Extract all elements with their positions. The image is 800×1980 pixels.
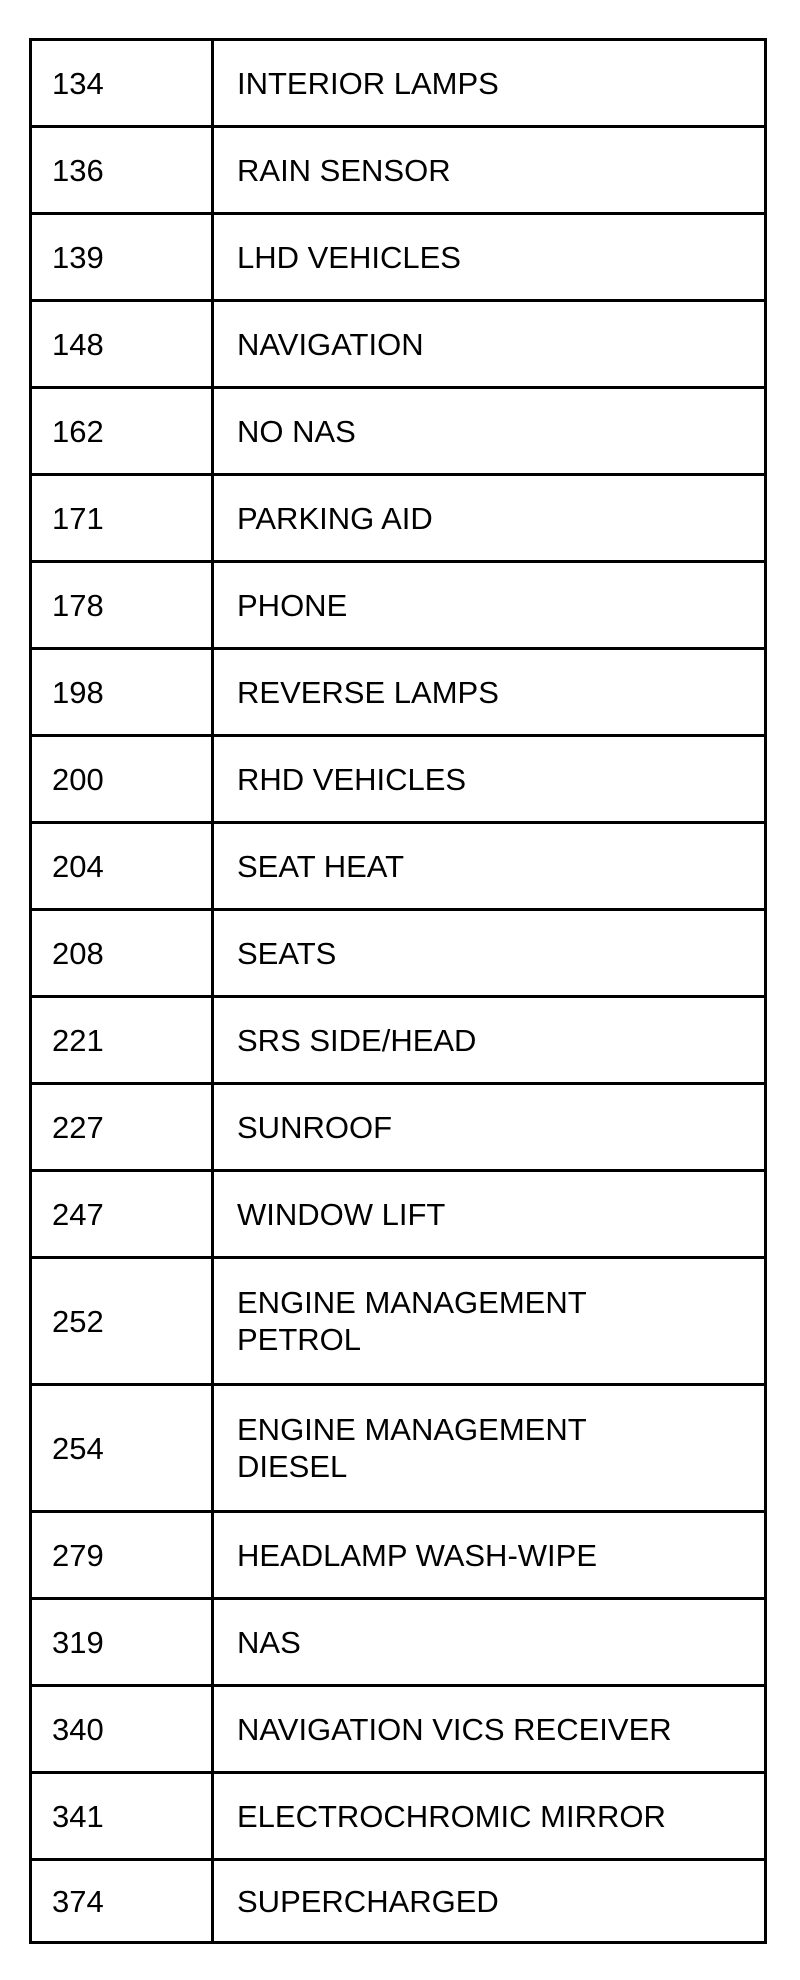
description-text: INTERIOR LAMPS (237, 65, 499, 101)
table-row (31, 910, 766, 997)
code-cell: 171 (31, 475, 213, 562)
code-table (29, 38, 767, 1944)
description-text: NAVIGATION VICS RECEIVER (237, 1711, 672, 1747)
description-text: NAVIGATION (237, 326, 424, 362)
table-row (31, 823, 766, 910)
description-cell (213, 1599, 766, 1686)
table-row (31, 214, 766, 301)
description-text: SUNROOF (237, 1109, 392, 1145)
table-row (31, 649, 766, 736)
code-cell: 341 (31, 1773, 213, 1860)
code-cell: 279 (31, 1512, 213, 1599)
description-text: HEADLAMP WASH-WIPE (237, 1537, 597, 1573)
description-cell (213, 997, 766, 1084)
description-text: RAIN SENSOR (237, 152, 451, 188)
description-text: RHD VEHICLES (237, 761, 467, 797)
description-cell (213, 736, 766, 823)
description-cell (213, 1860, 766, 1943)
code-cell: 252 (31, 1258, 213, 1385)
description-cell (213, 40, 766, 127)
table-row (31, 388, 766, 475)
table-row (31, 1171, 766, 1258)
code-cell: 148 (31, 301, 213, 388)
table-row (31, 562, 766, 649)
description-text: SRS SIDE/HEAD (237, 1022, 477, 1058)
description-text: PARKING AID (237, 500, 433, 536)
description-cell (213, 649, 766, 736)
description-cell (213, 1773, 766, 1860)
table-row (31, 1084, 766, 1171)
description-cell (213, 1512, 766, 1599)
code-cell: 319 (31, 1599, 213, 1686)
description-text: SEAT HEAT (237, 848, 405, 884)
table-row (31, 1773, 766, 1860)
code-cell: 134 (31, 40, 213, 127)
description-cell (213, 562, 766, 649)
code-cell: 221 (31, 997, 213, 1084)
table-row (31, 736, 766, 823)
code-cell: 178 (31, 562, 213, 649)
description-cell (213, 301, 766, 388)
code-cell: 204 (31, 823, 213, 910)
description-text: LHD VEHICLES (237, 239, 461, 275)
description-text: ENGINE MANAGEMENT DIESEL (237, 1412, 587, 1484)
table-row (31, 1258, 766, 1385)
description-cell (213, 388, 766, 475)
description-cell (213, 823, 766, 910)
description-text: SEATS (237, 935, 337, 971)
code-cell: 247 (31, 1171, 213, 1258)
code-cell: 162 (31, 388, 213, 475)
description-text: PHONE (237, 587, 348, 623)
code-cell: 208 (31, 910, 213, 997)
description-cell (213, 1385, 766, 1512)
table-row (31, 997, 766, 1084)
description-text: ELECTROCHROMIC MIRROR (237, 1798, 666, 1834)
table-row (31, 475, 766, 562)
description-cell (213, 127, 766, 214)
code-cell: 136 (31, 127, 213, 214)
description-text: ENGINE MANAGEMENT PETROL (237, 1285, 587, 1357)
description-cell (213, 475, 766, 562)
code-cell: 139 (31, 214, 213, 301)
description-cell (213, 1084, 766, 1171)
description-cell (213, 1171, 766, 1258)
description-text: NAS (237, 1624, 301, 1660)
description-text: SUPERCHARGED (237, 1883, 499, 1919)
description-cell (213, 910, 766, 997)
description-cell (213, 1258, 766, 1385)
code-cell: 374 (31, 1860, 213, 1943)
description-text: NO NAS (237, 413, 356, 449)
table-row (31, 1512, 766, 1599)
table-row (31, 1686, 766, 1773)
description-text: REVERSE LAMPS (237, 674, 499, 710)
table-row (31, 127, 766, 214)
description-cell (213, 214, 766, 301)
code-cell: 254 (31, 1385, 213, 1512)
table-row (31, 301, 766, 388)
table-row (31, 1385, 766, 1512)
code-cell: 200 (31, 736, 213, 823)
table-row (31, 40, 766, 127)
table-row (31, 1599, 766, 1686)
code-table-body (31, 40, 766, 1943)
code-cell: 227 (31, 1084, 213, 1171)
description-cell (213, 1686, 766, 1773)
code-cell: 340 (31, 1686, 213, 1773)
table-row (31, 1860, 766, 1943)
code-cell: 198 (31, 649, 213, 736)
description-text: WINDOW LIFT (237, 1196, 446, 1232)
